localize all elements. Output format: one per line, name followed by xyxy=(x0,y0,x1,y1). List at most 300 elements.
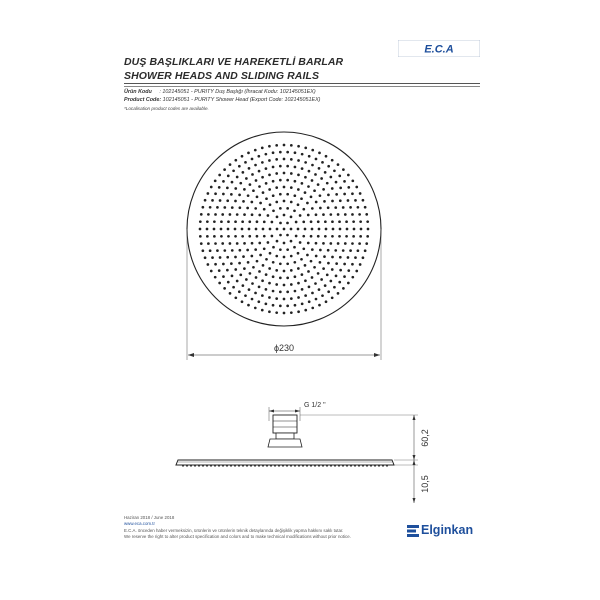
nozzle-dot xyxy=(279,248,282,251)
nozzle-dot xyxy=(254,164,257,167)
nozzle-dot xyxy=(234,256,237,259)
nozzle-dot xyxy=(304,161,307,164)
nozzle-dot xyxy=(351,179,354,182)
nozzle-dot xyxy=(226,199,229,202)
side-nozzle xyxy=(370,465,372,467)
side-nozzle xyxy=(202,465,204,467)
nozzle-dot xyxy=(349,206,352,209)
nozzle-dot xyxy=(310,235,313,238)
nozzle-dot xyxy=(339,199,342,202)
nozzle-dot xyxy=(366,220,369,223)
nozzle-dot xyxy=(313,266,316,269)
nozzle-dot xyxy=(199,228,202,231)
nozzle-dot xyxy=(251,158,254,161)
nozzle-dot xyxy=(327,206,330,209)
nozzle-dot xyxy=(259,202,262,205)
nozzle-dot xyxy=(238,290,241,293)
nozzle-dot xyxy=(304,191,307,194)
nozzle-dot xyxy=(346,228,349,231)
elginkan-brand-text: Elginkan xyxy=(421,523,474,537)
nozzle-dot xyxy=(247,304,250,307)
nozzle-dot xyxy=(347,174,350,177)
nozzle-dot xyxy=(275,172,278,175)
nozzle-dot xyxy=(231,181,234,184)
product-code-tr xyxy=(124,88,484,96)
nozzle-dot xyxy=(293,246,296,249)
nozzle-dot xyxy=(269,203,272,206)
nozzle-dot xyxy=(222,180,225,183)
nozzle-dot xyxy=(261,294,264,297)
nozzle-dot xyxy=(345,220,348,223)
nozzle-dot xyxy=(331,268,334,271)
side-nozzle xyxy=(278,465,280,467)
nozzle-dot xyxy=(206,228,209,231)
nozzle-dot xyxy=(325,300,328,303)
nozzle-dot xyxy=(319,207,322,210)
nozzle-dot xyxy=(261,279,264,282)
nozzle-dot xyxy=(317,220,320,223)
nozzle-dot xyxy=(255,228,258,231)
nozzle-dot xyxy=(242,200,245,203)
nozzle-dot xyxy=(286,291,289,294)
nozzle-dot xyxy=(294,275,297,278)
product-code-en xyxy=(124,96,484,104)
nozzle-dot xyxy=(294,180,297,183)
nozzle-dot xyxy=(214,276,217,279)
nozzle-dot xyxy=(255,276,258,279)
nozzle-dot xyxy=(268,159,271,162)
nozzle-dot xyxy=(351,263,354,266)
nozzle-dot xyxy=(290,255,293,258)
nozzle-dot xyxy=(247,194,250,197)
nozzle-dot xyxy=(268,174,271,177)
nozzle-dot xyxy=(251,298,254,301)
nozzle-dot xyxy=(214,263,217,266)
nozzle-dot xyxy=(249,183,252,186)
side-nozzle xyxy=(210,465,212,467)
nozzle-dot xyxy=(236,176,239,179)
side-nozzle xyxy=(226,465,228,467)
nozzle-dot xyxy=(199,235,202,238)
nozzle-dot xyxy=(250,255,253,258)
nozzle-dot xyxy=(307,270,310,273)
nozzle-dot xyxy=(310,220,313,223)
nozzle-dot xyxy=(302,235,305,238)
nozzle-dot xyxy=(315,201,318,204)
nozzle-dot xyxy=(213,235,216,238)
nozzle-dot xyxy=(286,222,289,225)
nozzle-dot xyxy=(311,292,314,295)
nozzle-dot xyxy=(243,188,246,191)
nozzle-dot xyxy=(262,228,265,231)
side-nozzle xyxy=(310,465,312,467)
nozzle-dot xyxy=(223,168,226,171)
nozzle-dot xyxy=(324,284,327,287)
nozzle-dot xyxy=(283,144,286,147)
nozzle-dot xyxy=(290,144,293,147)
nozzle-dot xyxy=(222,193,225,196)
nozzle-dot xyxy=(204,199,207,202)
nozzle-dot xyxy=(227,235,230,238)
nozzle-dot xyxy=(275,144,278,147)
nozzle-dot xyxy=(248,228,251,231)
side-nozzle xyxy=(182,465,184,467)
nozzle-dot xyxy=(319,194,322,197)
nozzle-dot xyxy=(231,206,234,209)
nozzle-dot xyxy=(311,164,314,167)
nozzle-dot xyxy=(263,220,266,223)
nozzle-dot xyxy=(257,300,260,303)
nozzle-dot xyxy=(239,182,242,185)
nozzle-dot xyxy=(279,222,282,225)
nozzle-dot xyxy=(343,263,346,266)
nozzle-dot xyxy=(246,249,249,252)
side-nozzle xyxy=(282,465,284,467)
side-nozzle xyxy=(238,465,240,467)
nozzle-dot xyxy=(327,194,330,197)
nozzle-dot xyxy=(351,276,354,279)
nozzle-dot xyxy=(338,281,341,284)
nozzle-dot xyxy=(265,288,268,291)
nozzle-dot xyxy=(286,193,289,196)
nozzle-dot xyxy=(339,256,342,259)
nozzle-dot xyxy=(272,166,275,169)
nozzle-dot xyxy=(234,235,237,238)
nozzle-dot xyxy=(301,302,304,305)
side-nozzle xyxy=(218,465,220,467)
nozzle-dot xyxy=(333,286,336,289)
nozzle-dot xyxy=(229,292,232,295)
nozzle-dot xyxy=(335,262,338,265)
nozzle-dot xyxy=(261,161,264,164)
nozzle-dot xyxy=(283,214,286,217)
page-title-en: SHOWER HEADS AND SLIDING RAILS xyxy=(124,70,320,82)
nozzle-dot xyxy=(267,241,270,244)
product-codes xyxy=(124,88,484,104)
nozzle-dot xyxy=(248,167,251,170)
eca-logo-text: E.C.A xyxy=(424,43,454,56)
nozzle-dot xyxy=(364,206,367,209)
nozzle-dot xyxy=(304,264,307,267)
nozzle-dot xyxy=(354,199,357,202)
nozzle-dot xyxy=(331,235,334,238)
side-nozzle xyxy=(382,465,384,467)
nozzle-dot xyxy=(262,264,265,267)
nozzle-dot xyxy=(297,252,300,255)
nozzle-dot xyxy=(275,255,278,258)
nozzle-dot xyxy=(269,252,272,255)
nozzle-dot xyxy=(255,179,258,182)
nozzle-dot xyxy=(286,305,289,308)
nozzle-dot xyxy=(365,213,368,216)
nozzle-dot xyxy=(244,161,247,164)
side-nozzle xyxy=(386,465,388,467)
nozzle-dot xyxy=(326,182,329,185)
nozzle-dot xyxy=(243,213,246,216)
header-divider-bottom xyxy=(124,86,480,87)
nozzle-dot xyxy=(323,255,326,258)
nozzle-dot xyxy=(238,194,241,197)
side-nozzle xyxy=(306,465,308,467)
head-plate xyxy=(176,460,394,465)
nozzle-dot xyxy=(342,249,345,252)
nozzle-dot xyxy=(214,213,217,216)
nozzle-dot xyxy=(362,199,365,202)
nozzle-dot xyxy=(218,174,221,177)
nozzle-dot xyxy=(271,221,274,224)
nozzle-dot xyxy=(332,228,335,231)
nozzle-dot xyxy=(241,220,244,223)
nozzle-dot xyxy=(286,179,289,182)
nozzle-dot xyxy=(317,272,320,275)
nozzle-dot xyxy=(272,209,275,212)
nozzle-dot xyxy=(347,269,350,272)
nozzle-dot xyxy=(359,192,362,195)
nozzle-dot xyxy=(234,187,237,190)
nozzle-dot xyxy=(210,186,213,189)
nozzle-dot xyxy=(307,185,310,188)
nozzle-dot xyxy=(231,249,234,252)
side-nozzle xyxy=(250,465,252,467)
nozzle-dot xyxy=(286,248,289,251)
nozzle-dot xyxy=(300,258,303,261)
nozzle-dot xyxy=(218,186,221,189)
product-code-en-label: Product Code: xyxy=(124,97,162,103)
nozzle-dot xyxy=(257,155,260,158)
nozzle-dot xyxy=(357,249,360,252)
nozzle-dot xyxy=(310,260,313,263)
nozzle-dot xyxy=(327,249,330,252)
nozzle-dot xyxy=(268,145,271,148)
nozzle-dot xyxy=(254,149,257,152)
nozzle-dot xyxy=(293,261,296,264)
side-nozzle xyxy=(290,465,292,467)
nozzle-dot xyxy=(338,220,341,223)
side-nozzle xyxy=(230,465,232,467)
nozzle-dot xyxy=(211,199,214,202)
nozzle-dot xyxy=(241,300,244,303)
nozzle-dot xyxy=(258,185,261,188)
nozzle-dot xyxy=(320,278,323,281)
nozzle-dot xyxy=(314,282,317,285)
nozzle-dot xyxy=(301,273,304,276)
nozzle-dot xyxy=(329,176,332,179)
nozzle-dot xyxy=(339,269,342,272)
thread-label: G 1/2 " xyxy=(304,402,326,409)
nozzle-dot xyxy=(351,242,354,245)
nozzle-dot xyxy=(252,189,255,192)
side-nozzle xyxy=(214,465,216,467)
footer-website[interactable]: www.eca.com.tr xyxy=(124,521,155,527)
nozzle-dot xyxy=(245,177,248,180)
nozzle-dot xyxy=(258,214,261,217)
nozzle-dot xyxy=(311,276,314,279)
nozzle-dot xyxy=(229,213,232,216)
side-nozzle xyxy=(354,465,356,467)
nozzle-dot xyxy=(318,228,321,231)
nozzle-dot xyxy=(239,249,242,252)
nozzle-dot xyxy=(279,234,282,237)
nozzle-dot xyxy=(352,235,355,238)
nozzle-dot xyxy=(355,270,358,273)
nozzle-dot xyxy=(279,277,282,280)
nozzle-dot xyxy=(335,193,338,196)
nozzle-dot xyxy=(322,188,325,191)
side-nozzle xyxy=(190,465,192,467)
nozzle-dot xyxy=(283,158,286,161)
side-nozzle xyxy=(378,465,380,467)
nozzle-dot xyxy=(219,199,222,202)
nozzle-dot xyxy=(239,206,242,209)
nozzle-dot xyxy=(244,294,247,297)
nozzle-dot xyxy=(272,151,275,154)
ball-joint xyxy=(276,433,294,439)
nozzle-dot xyxy=(331,256,334,259)
nozzle-dot xyxy=(206,220,209,223)
nozzle-dot xyxy=(269,228,272,231)
nozzle-dot xyxy=(297,188,300,191)
nozzle-dot xyxy=(241,155,244,158)
nozzle-dot xyxy=(318,152,321,155)
nozzle-dot xyxy=(302,208,305,211)
nozzle-dot xyxy=(247,261,250,264)
nozzle-dot xyxy=(318,167,321,170)
nozzle-dot xyxy=(232,169,235,172)
nozzle-dot xyxy=(335,274,338,277)
nozzle-dot xyxy=(297,267,300,270)
nozzle-pattern xyxy=(199,144,370,315)
nozzle-dot xyxy=(362,256,365,259)
nozzle-dot xyxy=(246,207,249,210)
nozzle-dot xyxy=(268,310,271,313)
nozzle-dot xyxy=(329,242,332,245)
nozzle-dot xyxy=(200,242,203,245)
nozzle-dot xyxy=(210,270,213,273)
nozzle-dot xyxy=(275,186,278,189)
nozzle-dot xyxy=(279,165,282,168)
nozzle-dot xyxy=(290,228,293,231)
side-nozzle xyxy=(186,465,188,467)
nozzle-dot xyxy=(304,309,307,312)
nozzle-dot xyxy=(311,207,314,210)
nozzle-dot xyxy=(214,179,217,182)
nozzle-dot xyxy=(311,149,314,152)
side-nozzle xyxy=(266,465,268,467)
nozzle-dot xyxy=(325,228,328,231)
nozzle-dot xyxy=(265,273,268,276)
nozzle-dot xyxy=(227,175,230,178)
nozzle-dot xyxy=(283,256,286,259)
nozzle-dot xyxy=(320,177,323,180)
nozzle-dot xyxy=(308,300,311,303)
nozzle-dot xyxy=(271,235,274,238)
nozzle-dot xyxy=(290,311,293,314)
nozzle-dot xyxy=(326,273,329,276)
nozzle-dot xyxy=(272,194,275,197)
nozzle-dot xyxy=(294,290,297,293)
footer-date: Haziran 2018 / June 2018 xyxy=(124,515,175,520)
nozzle-dot xyxy=(279,193,282,196)
nozzle-dot xyxy=(344,242,347,245)
nozzle-dot xyxy=(234,200,237,203)
nozzle-dot xyxy=(319,249,322,252)
nozzle-dot xyxy=(245,278,248,281)
nozzle-dot xyxy=(347,186,350,189)
nozzle-dot xyxy=(275,201,278,204)
nozzle-dot xyxy=(242,171,245,174)
footer-text xyxy=(124,515,424,540)
side-nozzle xyxy=(234,465,236,467)
side-nozzle xyxy=(350,465,352,467)
nozzle-dot xyxy=(347,256,350,259)
side-nozzle xyxy=(246,465,248,467)
nozzle-dot xyxy=(314,173,317,176)
nozzle-dot xyxy=(317,235,320,238)
connector-nut xyxy=(273,415,297,433)
product-code-en-value: 102145051 - PURITY Shower Head (Export Code: 102145051EX) xyxy=(162,97,321,103)
nozzle-dot xyxy=(238,262,241,265)
nozzle-dot xyxy=(301,182,304,185)
nozzle-dot xyxy=(322,213,325,216)
nozzle-dot xyxy=(216,206,219,209)
nozzle-dot xyxy=(286,234,289,237)
nozzle-dot xyxy=(249,272,252,275)
shower-head-side-view xyxy=(170,395,450,510)
nozzle-dot xyxy=(206,235,209,238)
nozzle-dot xyxy=(213,228,216,231)
localisation-note: *Localisation product codes are available. xyxy=(124,106,209,111)
nozzle-dot xyxy=(279,262,282,265)
nozzle-dot xyxy=(337,292,340,295)
nozzle-dot xyxy=(354,256,357,259)
nozzle-dot xyxy=(306,202,309,205)
nozzle-dot xyxy=(220,220,223,223)
nozzle-dot xyxy=(322,267,325,270)
nozzle-dot xyxy=(286,151,289,154)
nozzle-dot xyxy=(227,281,230,284)
side-nozzle xyxy=(258,465,260,467)
nozzle-dot xyxy=(290,216,293,219)
nozzle-dot xyxy=(318,304,321,307)
neck xyxy=(268,439,302,447)
nozzle-dot xyxy=(327,165,330,168)
nozzle-dot xyxy=(227,220,230,223)
nozzle-dot xyxy=(322,242,325,245)
nozzle-dot xyxy=(343,193,346,196)
elginkan-logo xyxy=(406,524,506,538)
nozzle-dot xyxy=(267,214,270,217)
nozzle-dot xyxy=(272,275,275,278)
page-title-tr: DUŞ BAŞLIKLARI VE HAREKETLİ BARLAR xyxy=(124,56,344,68)
nozzle-dot xyxy=(226,269,229,272)
nozzle-dot xyxy=(318,288,321,291)
nozzle-dot xyxy=(275,158,278,161)
nozzle-dot xyxy=(231,274,234,277)
nozzle-dot xyxy=(301,288,304,291)
side-nozzle xyxy=(298,465,300,467)
nozzle-dot xyxy=(337,213,340,216)
nozzle-dot xyxy=(304,228,307,231)
side-nozzle xyxy=(338,465,340,467)
nozzle-dot xyxy=(283,312,286,315)
nozzle-dot xyxy=(286,262,289,265)
nozzle-dot xyxy=(359,263,362,266)
nozzle-dot xyxy=(297,174,300,177)
nozzle-dot xyxy=(259,254,262,257)
nozzle-dot xyxy=(294,166,297,169)
nozzle-dot xyxy=(283,200,286,203)
nozzle-dot xyxy=(339,228,342,231)
